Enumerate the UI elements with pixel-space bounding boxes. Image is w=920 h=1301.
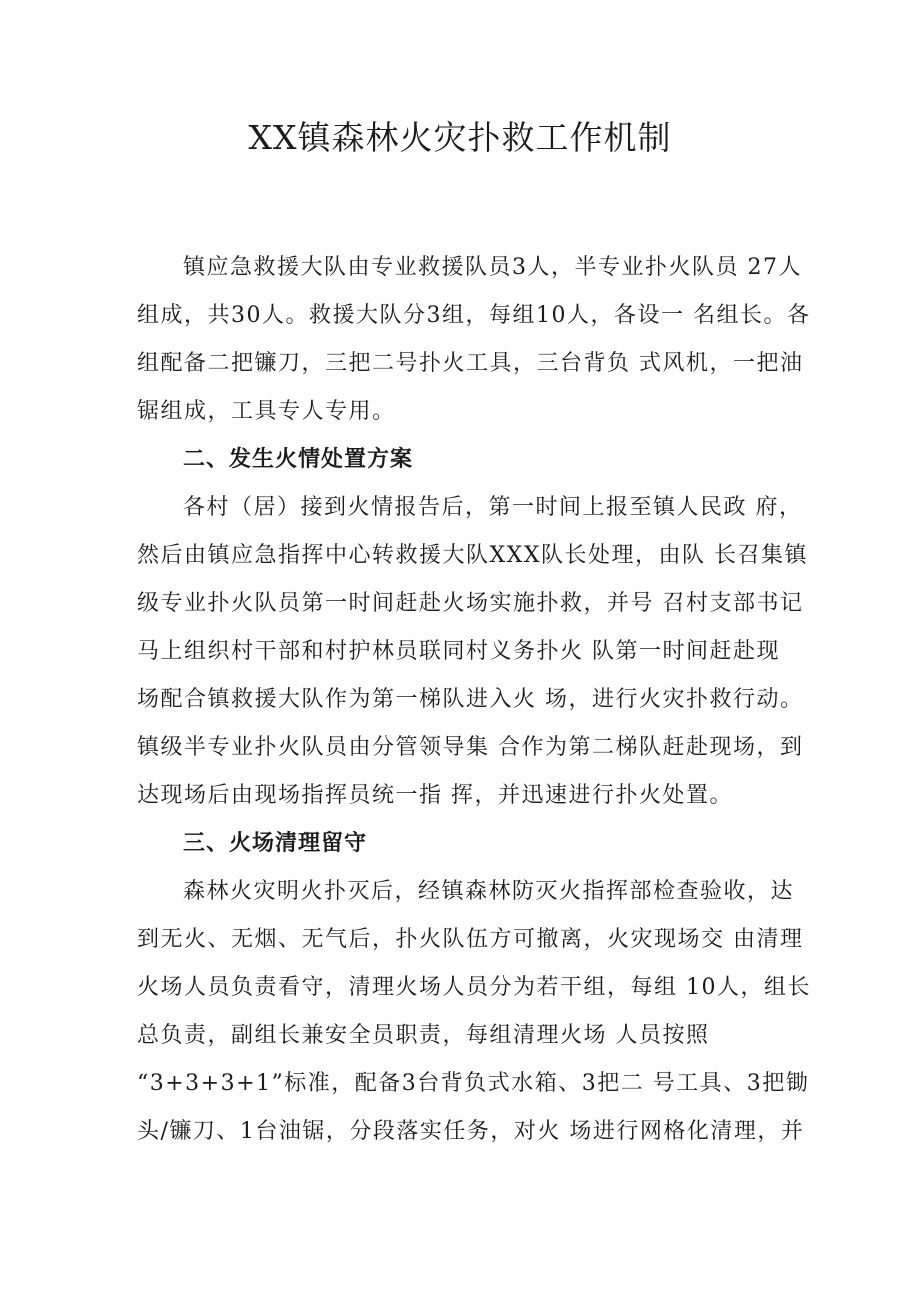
paragraph-line: “3+3+3+1”标准，配备3台背负式水箱、3把二 号工具、3把锄	[137, 1071, 810, 1096]
paragraph-line: 总负责，副组长兼安全员职责，每组清理火场 人员按照	[137, 1023, 710, 1048]
section-heading-fire-response: 二、发生火情处置方案	[183, 447, 414, 472]
paragraph-line: 森林火灾明火扑灭后，经镇森林防灭火指挥部检查验收，达	[183, 879, 795, 904]
paragraph-line: 到无火、无烟、无气后，扑火队伍方可撤离，火灾现场交 由清理	[137, 927, 804, 952]
paragraph-fire-response	[137, 484, 808, 820]
document-title: XX镇森林火灾扑救工作机制	[248, 118, 672, 157]
paragraph-line: 场配合镇救援大队作为第一梯队进入火 场，进行火灾扑救行动。	[137, 687, 804, 712]
paragraph-line: 达现场后由现场指挥员统一指 挥，并迅速进行扑火处置。	[137, 783, 733, 808]
paragraph-line: 然后由镇应急指挥中心转救援大队XXX队长处理，由队 长召集镇	[137, 543, 808, 568]
paragraph-line: 镇应急救援大队由专业救援队员3人，半专业扑火队员 27人	[183, 255, 802, 280]
paragraph-line: 组成，共30人。救援大队分3组，每组10人，各设一 名组长。各	[137, 303, 811, 328]
paragraph-line: 火场人员负责看守，清理火场人员分为若干组，每组 10人，组长	[137, 975, 811, 1000]
paragraph-rescue-team	[137, 244, 811, 436]
paragraph-line: 各村（居）接到火情报告后，第一时间上报至镇人民政 府，	[183, 495, 803, 520]
paragraph-line: 组配备二把镰刀，三把二号扑火工具，三台背负 式风机，一把油	[137, 351, 804, 376]
paragraph-line: 马上组织村干部和村护林员联同村义务扑火 队第一时间赶赴现	[137, 639, 780, 664]
paragraph-line: 镇级半专业扑火队员由分管领导集 合作为第二梯队赶赴现场，到	[137, 735, 804, 760]
paragraph-line: 级专业扑火队员第一时间赶赴火场实施扑救，并号 召村支部书记	[137, 591, 804, 616]
section-heading-fire-cleanup: 三、火场清理留守	[183, 831, 368, 856]
paragraph-fire-cleanup	[137, 868, 811, 1156]
paragraph-line: 锯组成，工具专人专用。	[137, 399, 396, 424]
document-body	[137, 244, 811, 1156]
paragraph-line: 头/镰刀、1台油锯，分段落实任务，对火 场进行网格化清理，并	[137, 1119, 805, 1144]
